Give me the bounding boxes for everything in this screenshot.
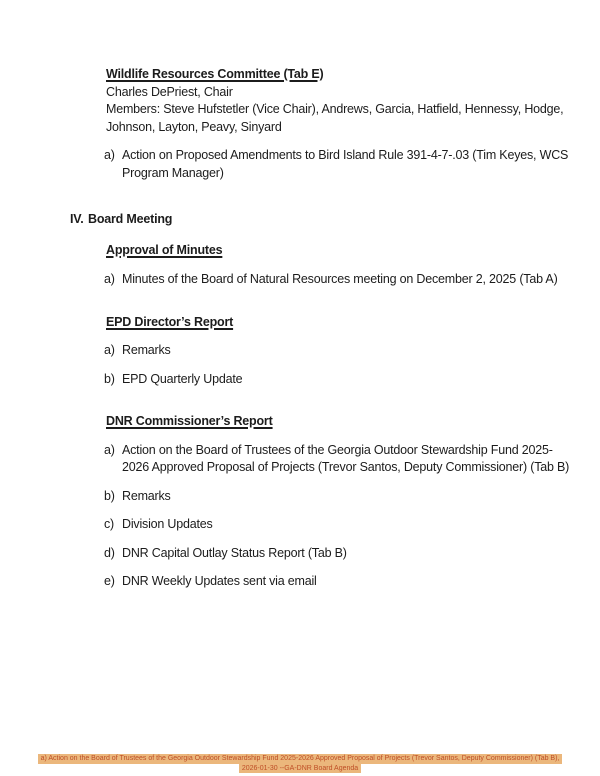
agenda-item-label: e) (104, 574, 115, 588)
approval-of-minutes-heading: Approval of Minutes (106, 242, 223, 257)
agenda-item-text: DNR Weekly Updates sent via email (122, 574, 317, 588)
board-meeting-title: Board Meeting (88, 212, 173, 226)
section-wildlife-resources-committee (0, 66, 600, 182)
annotation-line: a) Action on the Board of Trustees of the Georgia Outdoor Stewardship Fund 2025-2026 Approved Proposal of Projects (Trevor Santos, Deputy Commissioner) (Tab B), (38, 754, 563, 764)
committee-members-line: Members: Steve Hufstetler (Vice Chair), Andrews, Garcia, Hatfield, Hennessy, Hodge, Johnson, Layton, Peavy, Sinyard (106, 102, 564, 134)
agenda-item-text: Remarks (122, 488, 171, 503)
agenda-item-label: b) (104, 488, 115, 503)
agenda-item-text: Minutes of the Board of Natural Resources meeting on December 2, 2025 (Tab A) (122, 272, 558, 286)
agenda-item (104, 442, 575, 477)
agenda-item (104, 573, 575, 591)
agenda-item-text: Action on the Board of Trustees of the Georgia Outdoor Stewardship Fund 2025-2026 Approved Proposal of Projects (Trevor Santos, Deputy Commissioner) (Tab B) (122, 442, 570, 474)
annotation-caption (0, 754, 600, 773)
dnr-commissioners-report-heading: DNR Commissioner’s Report (106, 414, 273, 428)
agenda-item-label: a) (104, 442, 115, 457)
agenda-item-text: EPD Quarterly Update (122, 371, 243, 386)
agenda-item (104, 545, 575, 563)
section-board-meeting-heading (70, 211, 575, 229)
agenda-item-label: a) (104, 272, 115, 286)
board-meeting-number: IV. (70, 212, 84, 226)
agenda-item-label: a) (104, 343, 115, 357)
agenda-item (104, 371, 575, 389)
annotation-line: 2026-01-30 --GA-DNR Board Agenda (239, 764, 361, 774)
agenda-item-label: b) (104, 371, 115, 386)
agenda-item-text: DNR Capital Outlay Status Report (Tab B) (122, 545, 347, 560)
agenda-item-text: Remarks (122, 343, 171, 357)
agenda-item-text: Division Updates (122, 517, 213, 531)
epd-directors-report-heading: EPD Director’s Report (106, 314, 234, 329)
agenda-item (104, 271, 575, 289)
agenda-item-text: Action on Proposed Amendments to Bird Island Rule 391-4-7-.03 (Tim Keyes, WCS Program Manager) (122, 148, 569, 180)
section-dnr-commissioners-report (0, 413, 600, 591)
agenda-item (104, 342, 575, 360)
agenda-item-label: d) (104, 545, 115, 560)
section-epd-directors-report (0, 314, 600, 389)
agenda-item-label: c) (104, 517, 115, 531)
agenda-item (104, 516, 575, 534)
committee-chair-line: Charles DePriest, Chair (106, 84, 233, 99)
section-approval-of-minutes (0, 242, 600, 289)
agenda-item-label: a) (104, 148, 115, 162)
agenda-item (104, 147, 575, 182)
agenda-item (104, 488, 575, 506)
committee-heading: Wildlife Resources Committee (Tab E) (106, 67, 324, 81)
